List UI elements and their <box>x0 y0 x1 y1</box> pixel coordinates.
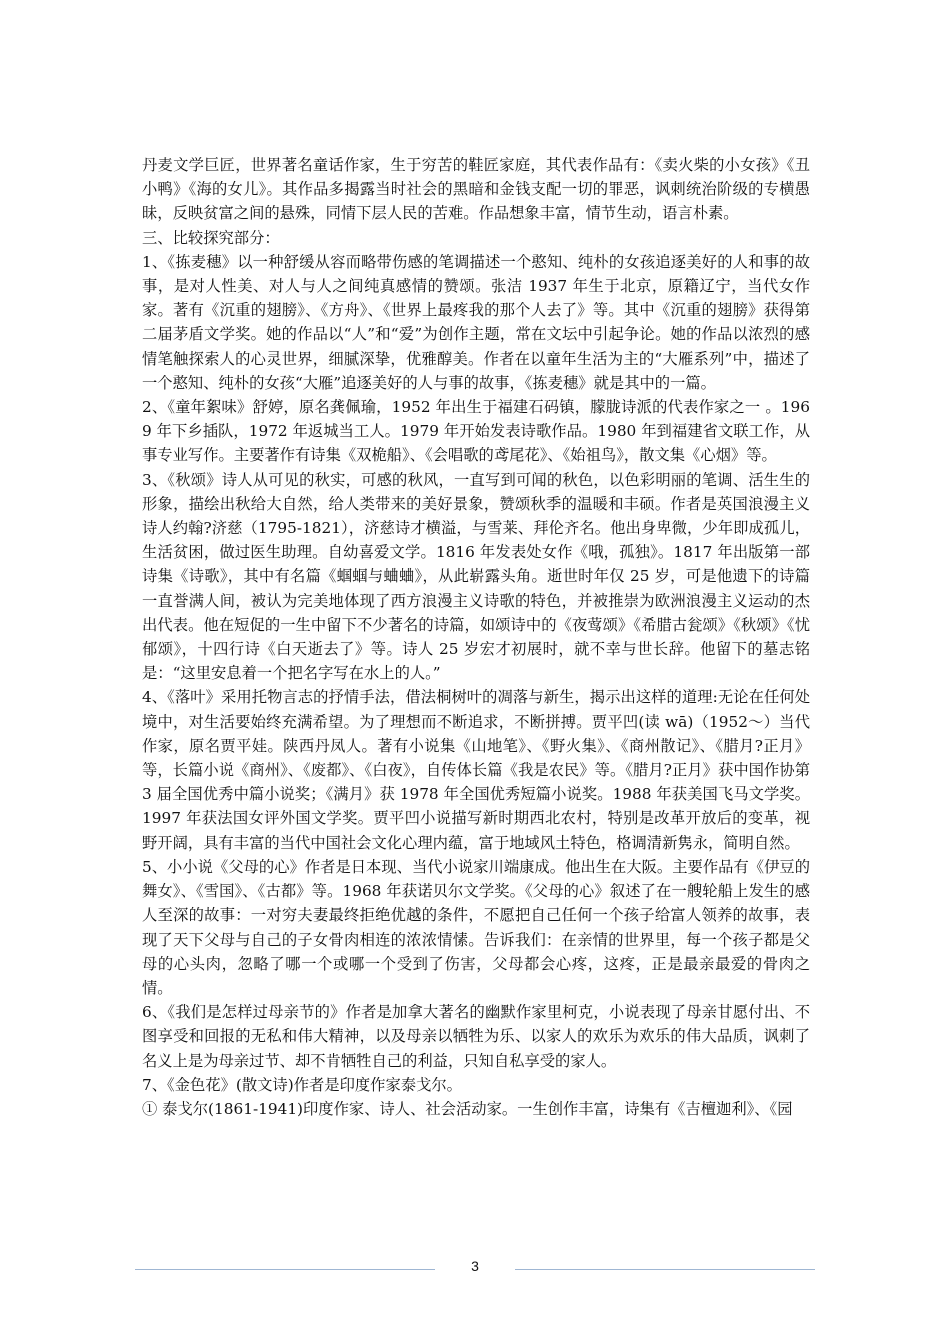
paragraph-item-2: 2、《童年絮味》舒婷，原名龚佩瑜，1952 年出生于福建石码镇，朦胧诗派的代表作家之一 。1969 年下乡插队，1972 年返城当工人。1979 年开始发表诗歌作品。1980 年到福建省文联工作，从事专业写作。主要著作有诗集《双桅船》、《会唱歌的鸢尾花》、《始祖鸟》，散文集《心烟》等。 <box>142 398 810 465</box>
footer-rule-right <box>515 1269 815 1270</box>
paragraph-item-7: 7、《金色花》(散文诗)作者是印度作家泰戈尔。 <box>142 1075 462 1094</box>
paragraph-item-7-note-1: ① 泰戈尔(1861-1941)印度作家、诗人、社会活动家。一生创作丰富，诗集有《吉檀迦利》、《园 <box>142 1099 793 1118</box>
paragraph-item-4: 4、《落叶》采用托物言志的抒情手法，借法桐树叶的凋落与新生，揭示出这样的道理:无论在任何处境中，对生活要始终充满希望。为了理想而不断追求，不断拼搏。贾平凹(读 wā)（1952～）当代作家，原名贾平娃。陕西丹凤人。著有小说集《山地笔》、《野火集》、《商州散记》、《腊月?正月》等，长篇小说《商州》、《废都》、《白夜》，自传体长篇《我是农民》等。《腊月?正月》获中国作协第 3 届全国优秀中篇小说奖；《满月》获 1978 年全国优秀短篇小说奖。1988 年获美国飞马文学奖。1997 年获法国女评外国文学奖。贾平凹小说描写新时期西北农村，特别是改革开放后的变革，视野开阔，具有丰富的当代中国社会文化心理内蕴，富于地域风土特色，格调清新隽永，简明自然。 <box>142 688 810 852</box>
section-heading-comparison: 三、比较探究部分： <box>142 228 280 247</box>
paragraph-item-5: 5、小小说《父母的心》作者是日本现、当代小说家川端康成。他出生在大阪。主要作品有《伊豆的舞女》、《雪国》、《古都》等。1968 年获诺贝尔文学奖。《父母的心》叙述了在一艘轮船上发生的感人至深的故事：一对穷夫妻最终拒绝优越的条件，不愿把自己任何一个孩子给富人领养的故事，表现了天下父母与自己的子女骨肉相连的浓浓情愫。告诉我们：在亲情的世界里，每一个孩子都是父母的心头肉，忽略了哪一个或哪一个受到了伤害，父母都会心疼，这疼，正是最亲最爱的骨肉之情。 <box>142 857 810 997</box>
paragraph-item-1: 1、《拣麦穗》以一种舒缓从容而略带伤感的笔调描述一个憨知、纯朴的女孩追逐美好的人和事的故事，是对人性美、对人与人之间纯真感情的赞颂。张洁 1937 年生于北京，原籍辽宁，当代女作家。著有《沉重的翅膀》、《方舟》、《世界上最疼我的那个人去了》等。其中《沉重的翅膀》获得第二届茅盾文学奖。她的作品以“人”和“爱”为创作主题，常在文坛中引起争论。她的作品以浓烈的感情笔触探索人的心灵世界，细腻深挚，优雅醇美。作者在以童年生活为主的“大雁系列”中，描述了一个憨知、纯朴的女孩“大雁”追逐美好的人与事的故事，《拣麦穗》就是其中的一篇。 <box>142 252 810 392</box>
paragraph-item-3: 3、《秋颂》诗人从可见的秋实，可感的秋风，一直写到可闻的秋色，以色彩明丽的笔调、活生生的形象，描绘出秋给大自然，给人类带来的美好景象，赞颂秋季的温暖和丰硕。作者是英国浪漫主义诗人约翰?济慈（1795-1821），济慈诗才横溢，与雪莱、拜伦齐名。他出身卑微，少年即成孤儿，生活贫困，做过医生助理。自幼喜爱文学。1816 年发表处女作《哦，孤独》。1817 年出版第一部诗集《诗歌》，其中有名篇《蝈蝈与蛐蛐》，从此崭露头角。逝世时年仅 25 岁，可是他遗下的诗篇一直誉满人间，被认为完美地体现了西方浪漫主义诗歌的特色，并被推崇为欧洲浪漫主义运动的杰出代表。他在短促的一生中留下不少著名的诗篇，如颂诗中的《夜莺颂》《希腊古瓮颂》《秋颂》《忧郁颂》，十四行诗《白天逝去了》等。诗人 25 岁宏才初展时，就不幸与世长辞。他留下的墓志铭是：“这里安息着一个把名字写在水上的人。” <box>142 470 810 683</box>
document-body <box>142 153 810 1121</box>
page-footer <box>135 1256 815 1282</box>
page-number: 3 <box>471 1258 479 1274</box>
paragraph-andersen-intro: 丹麦文学巨匠，世界著名童话作家，生于穷苦的鞋匠家庭，其代表作品有：《卖火柴的小女孩》《丑小鸭》《海的女儿》。其作品多揭露当时社会的黑暗和金钱支配一切的罪恶，讽刺统治阶级的专横愚昧，反映贫富之间的悬殊，同情下层人民的苦难。作品想象丰富，情节生动，语言朴素。 <box>142 156 810 223</box>
paragraph-item-6: 6、《我们是怎样过母亲节的》作者是加拿大著名的幽默作家里柯克，小说表现了母亲甘愿付出、不图享受和回报的无私和伟大精神，以及母亲以牺牲为乐、以家人的欢乐为欢乐的伟大品质，讽刺了名义上是为母亲过节、却不肯牺牲自己的利益，只知自私享受的家人。 <box>142 1003 810 1070</box>
